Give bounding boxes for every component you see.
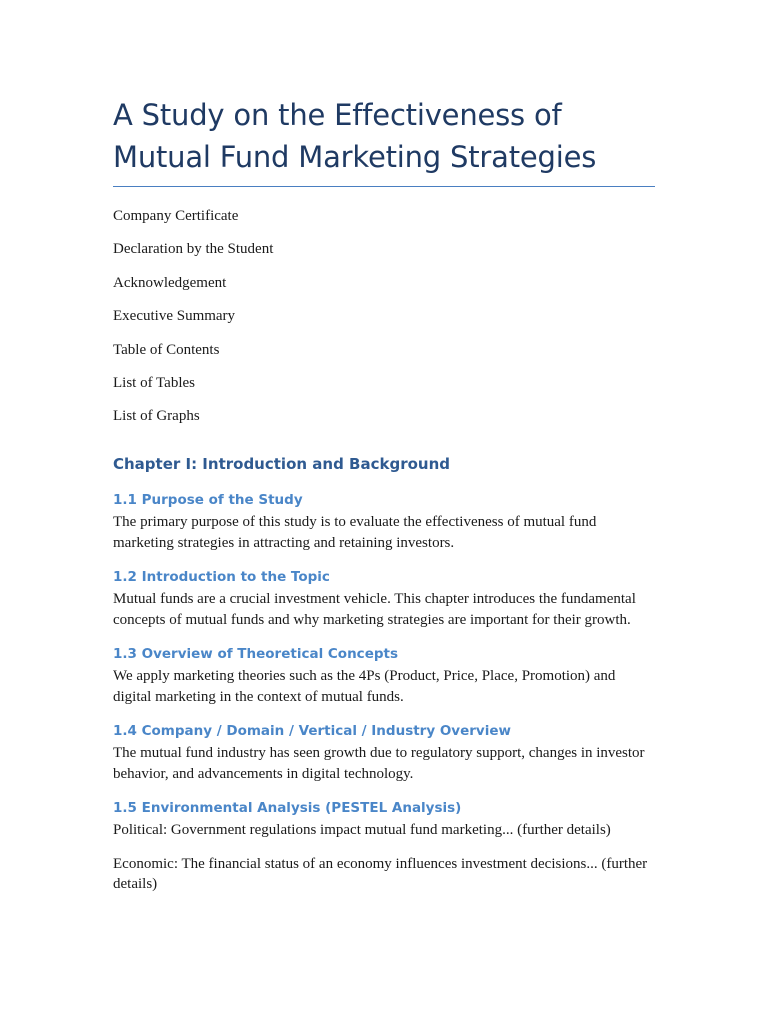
document-page — [113, 94, 655, 895]
section-1-5 — [113, 799, 655, 895]
section-heading: 1.5 Environmental Analysis (PESTEL Analysis) — [113, 800, 462, 817]
front-matter-item: Table of Contents — [113, 341, 220, 358]
section-1-1 — [113, 491, 655, 553]
front-matter-item: Acknowledgement — [113, 274, 227, 291]
front-matter-item: Executive Summary — [113, 308, 236, 325]
front-matter-item: Company Certificate — [113, 208, 239, 224]
section-paragraph: Political: Government regulations impact mutual fund marketing... (further details) — [113, 822, 611, 839]
section-1-3 — [113, 645, 655, 707]
section-paragraph: Mutual funds are a crucial investment vehicle. This chapter introduces the fundamental concepts of mutual funds and why marketing strategies are important for their growth. — [113, 591, 636, 628]
section-1-4 — [113, 722, 655, 784]
front-matter-item: List of Graphs — [113, 408, 200, 425]
section-paragraph: We apply marketing theories such as the 4Ps (Product, Price, Place, Promotion) and digital marketing in the context of mutual funds. — [113, 668, 616, 705]
section-paragraph: The mutual fund industry has seen growth due to regulatory support, changes in investor behavior, and advancements in digital technology. — [113, 745, 645, 782]
section-heading: 1.4 Company / Domain / Vertical / Industry Overview — [113, 723, 511, 740]
front-matter-item: Declaration by the Student — [113, 241, 274, 258]
section-paragraph: The primary purpose of this study is to evaluate the effectiveness of mutual fund marketing strategies in attracting and retaining investors. — [113, 514, 597, 551]
front-matter-list — [113, 207, 655, 425]
chapter-heading: Chapter I: Introduction and Background — [113, 455, 450, 474]
front-matter-item: List of Tables — [113, 374, 195, 391]
section-paragraph: Economic: The financial status of an economy influences investment decisions... (further details) — [113, 855, 648, 893]
section-heading: 1.2 Introduction to the Topic — [113, 569, 330, 586]
section-heading: 1.3 Overview of Theoretical Concepts — [113, 646, 398, 663]
section-1-2 — [113, 568, 655, 630]
section-heading: 1.1 Purpose of the Study — [113, 492, 303, 509]
document-title: A Study on the Effectiveness of Mutual Fund Marketing Strategies — [113, 94, 655, 187]
